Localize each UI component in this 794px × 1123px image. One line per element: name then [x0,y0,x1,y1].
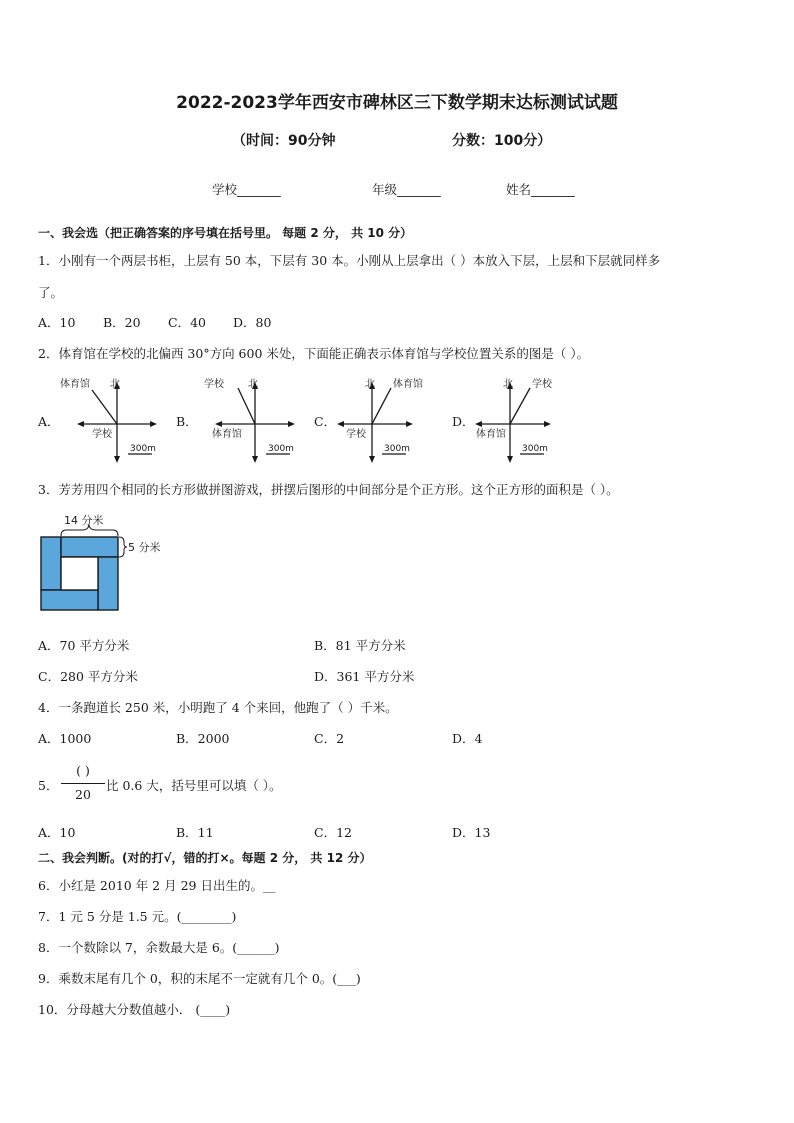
q4-option-d[interactable]: D．4 [452,731,483,746]
q5-option-d[interactable]: D．13 [452,825,491,840]
q2-diagram-d [472,374,576,464]
question-6: 6．小红是 2010 年 2 月 29 日出生的。__ [38,878,276,893]
school-field[interactable]: 学校_______ [212,182,281,197]
question-10: 10．分母越大分数值越小． (____) [38,1002,231,1017]
q3-height-label: 5 分米 [128,541,161,554]
diagram-c-top-label: 体育馆 [393,379,423,390]
q2-diagram-a [58,374,162,464]
grade-field[interactable]: 年级_______ [372,182,441,197]
q3-option-d[interactable]: D．361 平方分米 [314,669,415,684]
section-1-heading: 一、我会选（把正确答案的序号填在括号里。 每题 2 分， 共 10 分） [38,226,413,240]
q2-diagram-c [334,374,438,464]
section-2-heading: 二、我会判断。(对的打√，错的打×。每题 2 分， 共 12 分） [38,851,372,865]
diagram-b-top-label: 学校 [204,379,224,390]
question-3: 3．芳芳用四个相同的长方形做拼图游戏，拼摆后图形的中间部分是个正方形。这个正方形的面积是（ ）。 [38,482,619,497]
q1-option-d[interactable]: D．80 [233,315,272,330]
q1-option-a[interactable]: A．10 [38,315,76,330]
diagram-a-top-label: 体育馆 [60,379,90,390]
q3-option-c[interactable]: C．280 平方分米 [38,669,138,684]
q1-option-b[interactable]: B．20 [103,315,141,330]
q3-option-a[interactable]: A．70 平方分米 [38,638,130,653]
diagram-b-north-label: 北 [248,379,258,390]
q5-numerator[interactable]: ( ) [76,763,90,778]
q5-option-a[interactable]: A．10 [38,825,76,840]
diagram-b-bottom-label: 体育馆 [212,429,242,440]
q5-fraction [61,763,105,805]
question-5: 比 0.6 大，括号里可以填（ ）。 [106,778,282,793]
question-8: 8．一个数除以 7，余数最大是 6。(______) [38,940,280,955]
q3-option-b[interactable]: B．81 平方分米 [314,638,406,653]
q4-option-a[interactable]: A．1000 [38,731,92,746]
question-5-prefix: 5． [38,778,59,793]
q2-option-d[interactable]: D． [452,414,475,429]
diagram-d-scale: 300m [522,444,548,454]
question-1-line1: 1．小刚有一个两层书柜，上层有 50 本，下层有 30 本。小刚从上层拿出（ ）本放入下层，上层和下层就同样多 [38,253,661,268]
fraction-bar [61,783,105,784]
diagram-c-north-label: 北 [365,379,375,390]
q2-option-c[interactable]: C． [314,414,337,429]
diagram-d-north-label: 北 [503,379,513,390]
score-label: 分数：100分） [452,133,552,149]
time-label: （时间：90分钟 [232,133,336,149]
question-4: 4．一条跑道长 250 米，小明跑了 4 个来回，他跑了（ ）千米。 [38,700,398,715]
q1-option-c[interactable]: C．40 [168,315,206,330]
q5-denominator: 20 [75,787,91,802]
q4-option-c[interactable]: C．2 [314,731,345,746]
diagram-c-scale: 300m [384,444,410,454]
diagram-c-bottom-label: 学校 [346,429,366,440]
diagram-a-bottom-label: 学校 [92,429,112,440]
question-9: 9．乘数末尾有几个 0，积的末尾不一定就有几个 0。(___) [38,971,361,986]
diagram-d-bottom-label: 体育馆 [476,429,506,440]
diagram-a-north-label: 北 [110,379,120,390]
diagram-d-top-label: 学校 [532,379,552,390]
q2-diagram-b [196,374,300,464]
question-2: 2．体育馆在学校的北偏西 30°方向 600 米处，下面能正确表示体育馆与学校位置关系的图是（ ）。 [38,346,590,361]
q4-option-b[interactable]: B．2000 [176,731,230,746]
q2-option-b[interactable]: B． [176,414,198,429]
q3-figure [36,510,176,614]
question-7: 7．1 元 5 分是 1.5 元。(________) [38,909,237,924]
q3-width-label: 14 分米 [64,514,104,527]
name-field[interactable]: 姓名_______ [506,182,575,197]
q5-option-b[interactable]: B．11 [176,825,214,840]
question-1-line2: 了。 [38,285,64,300]
diagram-a-scale: 300m [130,444,156,454]
diagram-b-scale: 300m [268,444,294,454]
q2-option-a[interactable]: A． [38,414,60,429]
q5-option-c[interactable]: C．12 [314,825,352,840]
page-title: 2022-2023学年西安市碑林区三下数学期末达标测试试题 [176,93,618,113]
